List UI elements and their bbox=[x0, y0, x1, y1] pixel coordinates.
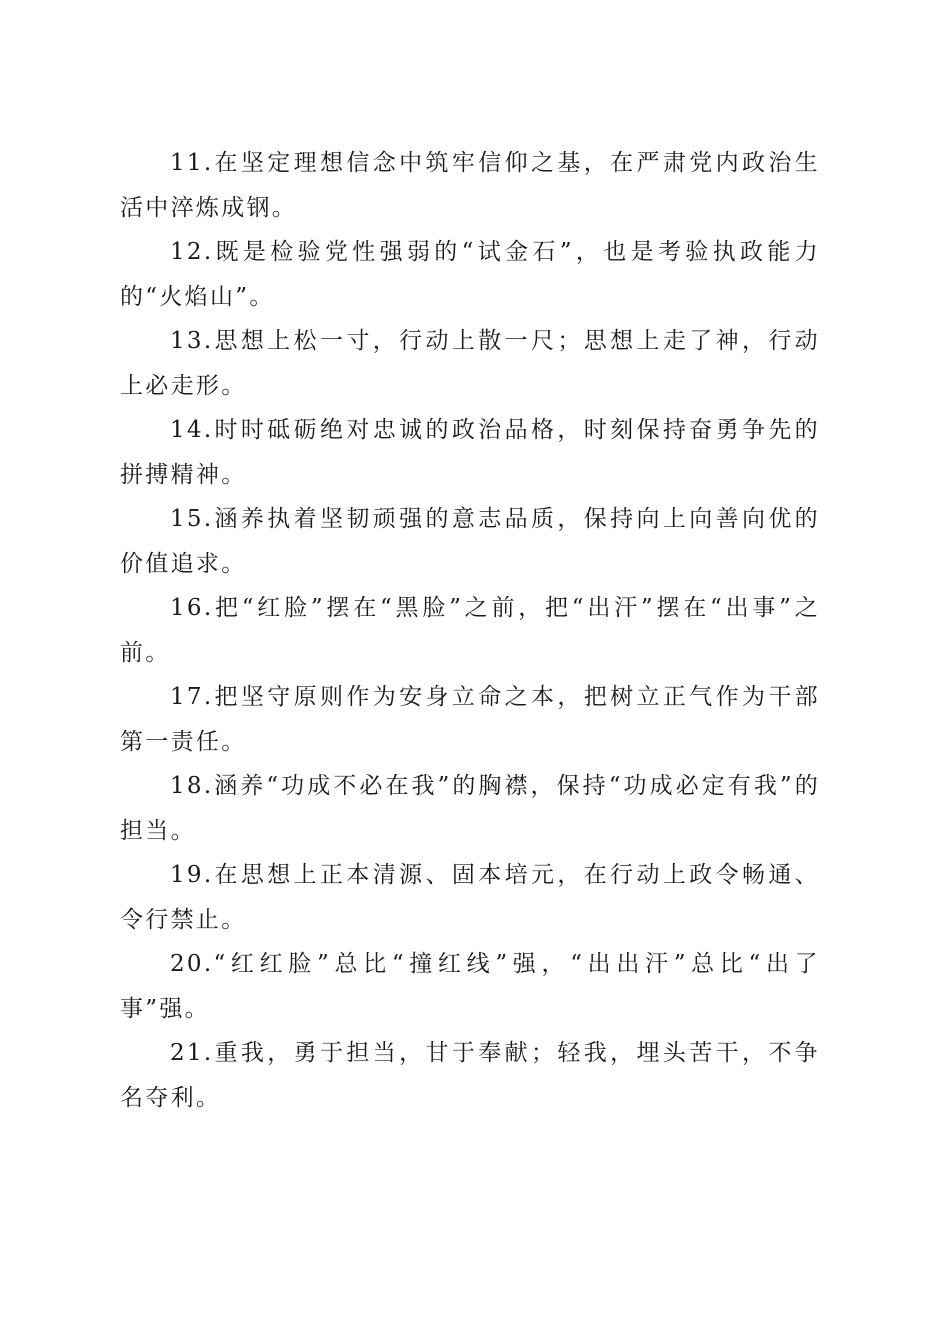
paragraph-20: 20.“红红脸”总比“撞红线”强，“出出汗”总比“出了事”强。 bbox=[120, 951, 820, 1022]
paragraph-21: 21.重我，勇于担当，甘于奉献；轻我，埋头苦干，不争名夺利。 bbox=[120, 1040, 820, 1111]
paragraph-13: 13.思想上松一寸，行动上散一尺；思想上走了神，行动上必走形。 bbox=[120, 328, 820, 399]
paragraph-16: 16.把“红脸”摆在“黑脸”之前，把“出汗”摆在“出事”之前。 bbox=[120, 595, 820, 666]
paragraph-12: 12.既是检验党性强弱的“试金石”，也是考验执政能力的“火焰山”。 bbox=[120, 239, 820, 310]
paragraph-18: 18.涵养“功成不必在我”的胸襟，保持“功成必定有我”的担当。 bbox=[120, 773, 820, 844]
paragraph-15: 15.涵养执着坚韧顽强的意志品质，保持向上向善向优的价值追求。 bbox=[120, 506, 820, 577]
document-body bbox=[120, 141, 820, 1120]
paragraph-11: 11.在坚定理想信念中筑牢信仰之基，在严肃党内政治生活中淬炼成钢。 bbox=[120, 150, 820, 221]
paragraph-14: 14.时时砥砺绝对忠诚的政治品格，时刻保持奋勇争先的拼搏精神。 bbox=[120, 417, 820, 488]
paragraph-17: 17.把坚守原则作为安身立命之本，把树立正气作为干部第一责任。 bbox=[120, 684, 820, 755]
paragraph-19: 19.在思想上正本清源、固本培元，在行动上政令畅通、令行禁止。 bbox=[120, 862, 820, 933]
